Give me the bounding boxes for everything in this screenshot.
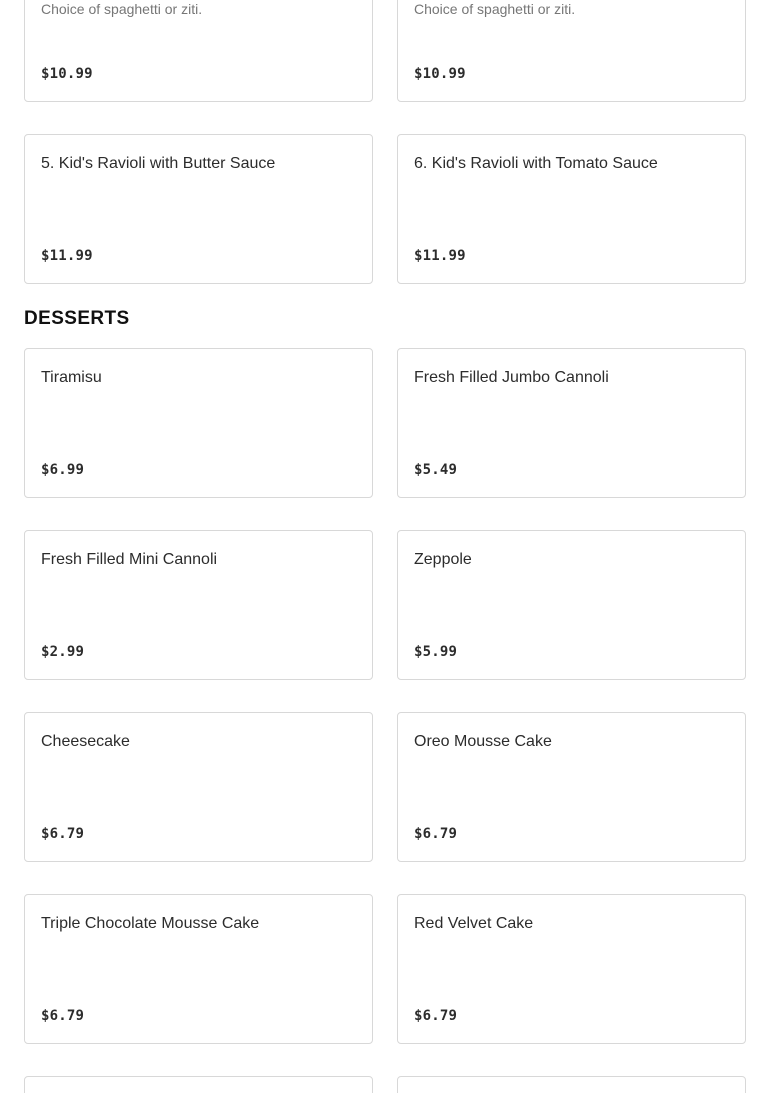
menu-item-name: Oreo Mousse Cake — [414, 733, 552, 750]
menu-item-name: 5. Kid's Ravioli with Butter Sauce — [41, 155, 276, 172]
menu-item-card[interactable] — [397, 530, 746, 680]
menu-item-price: $5.99 — [414, 644, 458, 660]
menu-item-name: 6. Kid's Ravioli with Tomato Sauce — [414, 155, 658, 172]
menu-item-description: Choice of spaghetti or ziti. — [414, 1, 576, 17]
menu-item-price: $6.99 — [41, 462, 85, 478]
menu-item-card[interactable] — [24, 1076, 373, 1093]
menu-item-card[interactable] — [397, 1076, 746, 1093]
menu-item-card[interactable] — [397, 712, 746, 862]
menu-item-card[interactable] — [24, 712, 373, 862]
menu-item-card[interactable] — [397, 134, 746, 284]
menu-item-price: $6.79 — [41, 826, 85, 842]
section-heading-desserts: DESSERTS — [24, 308, 130, 329]
menu-item-card[interactable] — [397, 894, 746, 1044]
menu-item-price: $6.79 — [41, 1008, 85, 1024]
menu-item-card[interactable] — [397, 0, 746, 102]
menu-item-price: $2.99 — [41, 644, 85, 660]
menu-item-description: Choice of spaghetti or ziti. — [41, 1, 203, 17]
menu-item-price: $10.99 — [414, 66, 466, 82]
menu-item-name: Tiramisu — [41, 369, 102, 386]
menu-item-card[interactable] — [24, 894, 373, 1044]
menu-item-name: Fresh Filled Jumbo Cannoli — [414, 369, 609, 386]
menu-item-price: $10.99 — [41, 66, 93, 82]
menu-item-card[interactable] — [24, 0, 373, 102]
menu-item-card[interactable] — [397, 348, 746, 498]
menu-item-price: $6.79 — [414, 1008, 458, 1024]
menu-item-name: Fresh Filled Mini Cannoli — [41, 551, 218, 568]
menu-item-card[interactable] — [24, 530, 373, 680]
menu-item-card[interactable] — [24, 348, 373, 498]
menu-item-name: Triple Chocolate Mousse Cake — [41, 915, 260, 932]
menu-item-price: $11.99 — [414, 248, 466, 264]
menu-item-price: $5.49 — [414, 462, 458, 478]
menu-item-name: Red Velvet Cake — [414, 915, 534, 932]
menu-item-name: Cheesecake — [41, 733, 130, 750]
menu-item-price: $11.99 — [41, 248, 93, 264]
menu-item-price: $6.79 — [414, 826, 458, 842]
menu-item-name: Zeppole — [414, 551, 472, 568]
menu-item-card[interactable] — [24, 134, 373, 284]
